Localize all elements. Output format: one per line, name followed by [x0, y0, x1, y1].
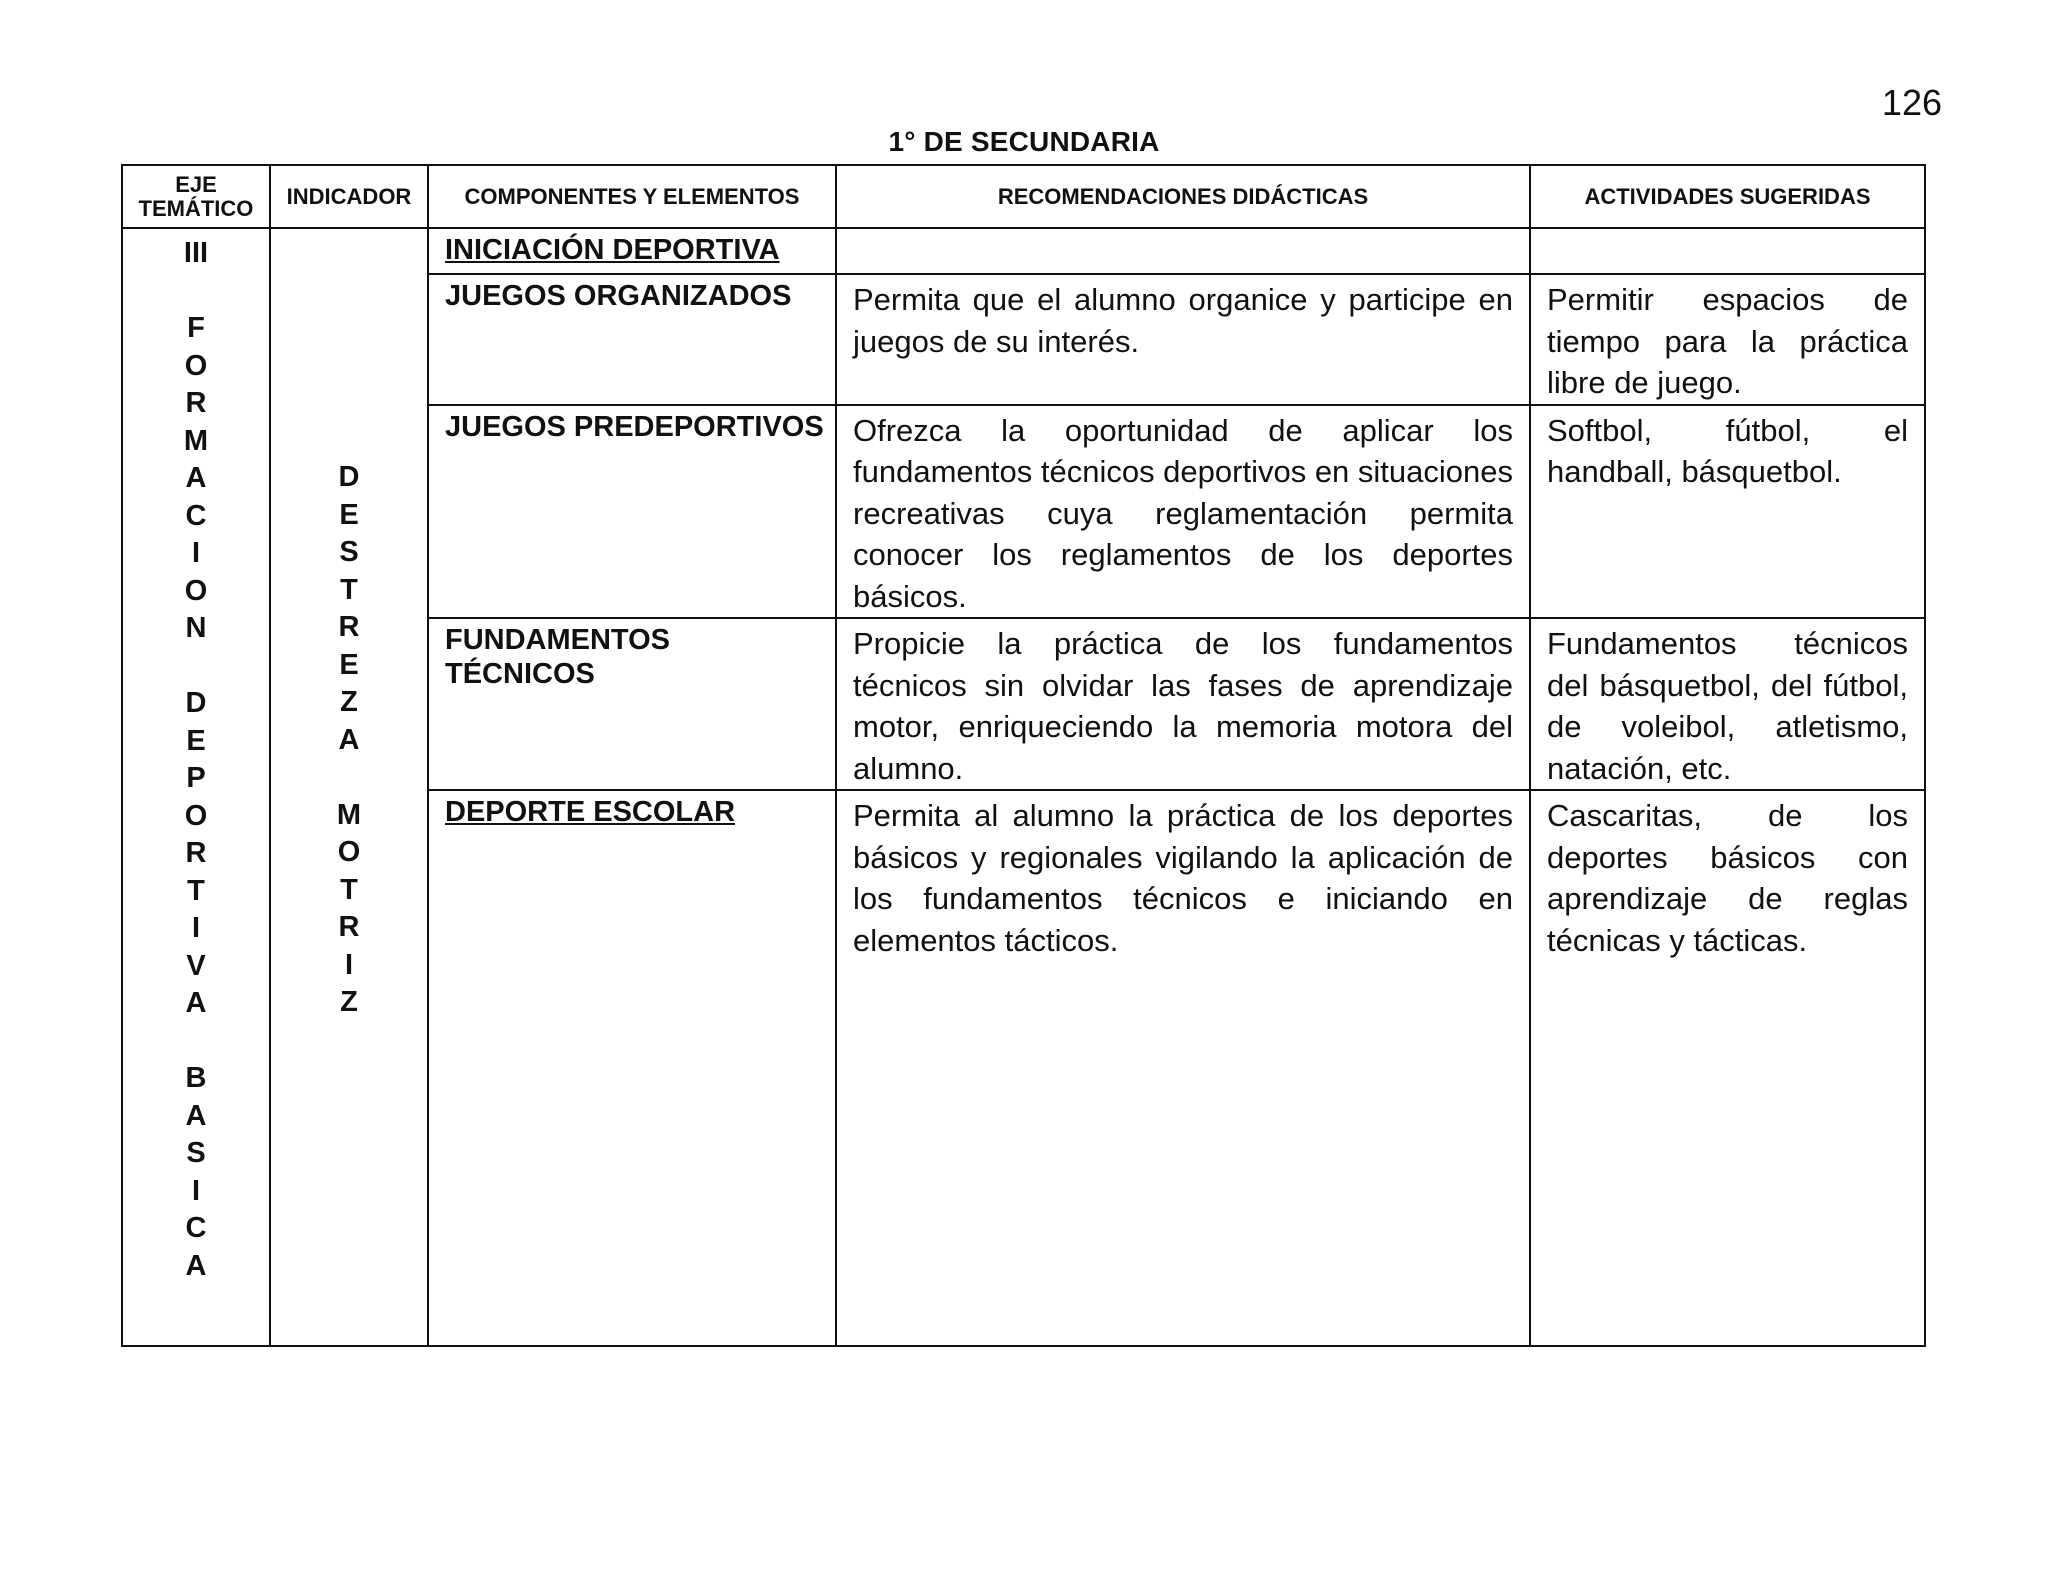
- header-recomendaciones: RECOMENDACIONES DIDÁCTICAS: [836, 165, 1530, 228]
- page-title: 1° DE SECUNDARIA: [888, 126, 1160, 157]
- section-heading-cell: [428, 228, 836, 274]
- recomendacion-cell: Propicie la práctica de los fundamentos técnicos sin olvidar las fases de aprendizaje motor, enriqueciendo la memoria motora del alumno.: [836, 618, 1530, 790]
- empty-cell: [1530, 228, 1925, 274]
- table-header-row: [122, 165, 1925, 228]
- componente-cell: JUEGOS ORGANIZADOS: [428, 274, 836, 405]
- empty-cell: [836, 228, 1530, 274]
- actividad-cell: Cascaritas, de los deportes básicos con aprendizaje de reglas técnicas y tácticas.: [1530, 790, 1925, 1346]
- recomendacion-cell: Permita al alumno la práctica de los deportes básicos y regionales vigilando la aplicación de los fundamentos técnicos e iniciando en elementos tácticos.: [836, 790, 1530, 1346]
- recomendacion-cell: Ofrezca la oportunidad de aplicar los fundamentos técnicos deportivos en situaciones recreativas cuya reglamentación permita conocer los reglamentos de los deportes básicos.: [836, 405, 1530, 619]
- header-actividades: ACTIVIDADES SUGERIDAS: [1530, 165, 1925, 228]
- header-indicador: INDICADOR: [270, 165, 428, 228]
- page-number: 126: [1881, 82, 1942, 123]
- section-heading: INICIACIÓN DEPORTIVA: [445, 234, 780, 266]
- indicador-vertical: D E S T R E Z A M O T R I Z: [270, 228, 428, 1346]
- table-row: [122, 228, 1925, 274]
- actividad-cell: Permitir espacios de tiempo para la práctica libre de juego.: [1530, 274, 1925, 405]
- componente-label: DEPORTE ESCOLAR: [445, 796, 736, 828]
- componente-cell: [428, 790, 836, 1346]
- header-componentes: COMPONENTES Y ELEMENTOS: [428, 165, 836, 228]
- recomendacion-cell: Permita que el alumno organice y participe en juegos de su interés.: [836, 274, 1530, 405]
- actividad-cell: Softbol, fútbol, el handball, básquetbol.: [1530, 405, 1925, 619]
- componente-cell: FUNDAMENTOS TÉCNICOS: [428, 618, 836, 790]
- eje-tematico-vertical: III F O R M A C I O N D E P O R T I V A B A S I C A: [122, 228, 270, 1346]
- actividad-cell: Fundamentos técnicos del básquetbol, del fútbol, de voleibol, atletismo, natación, etc.: [1530, 618, 1925, 790]
- componente-cell: JUEGOS PREDEPORTIVOS: [428, 405, 836, 619]
- curriculum-table: [121, 164, 1926, 1347]
- header-eje-tematico: EJE TEMÁTICO: [122, 165, 270, 228]
